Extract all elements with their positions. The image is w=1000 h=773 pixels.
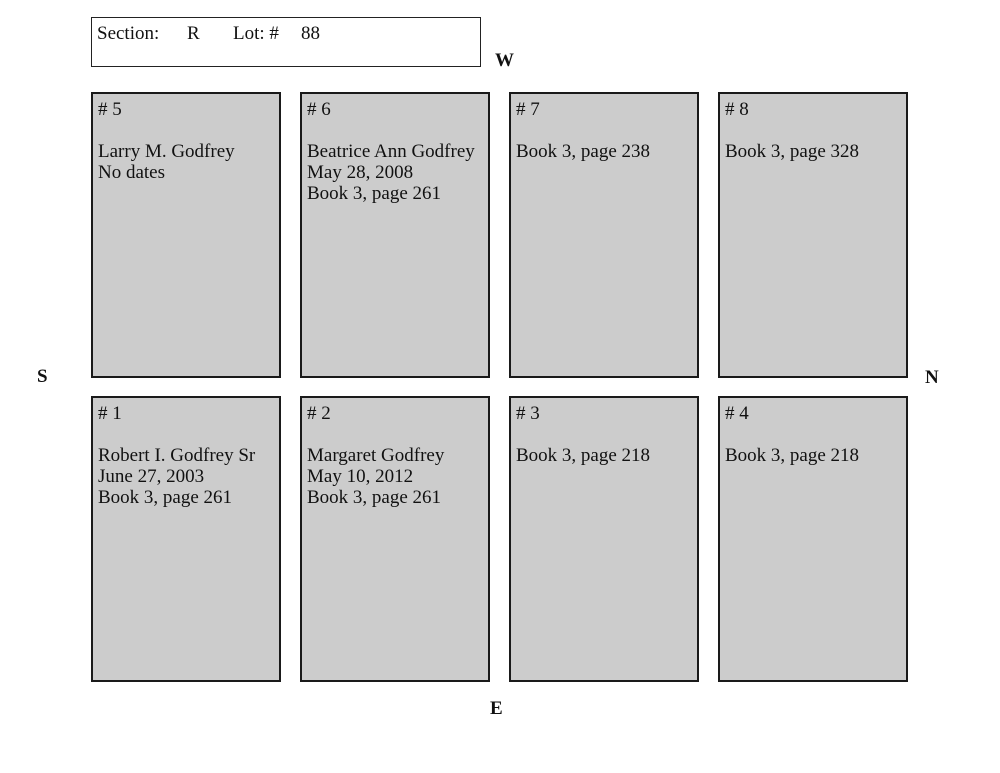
- plot-4: [718, 396, 908, 682]
- plot-date: May 28, 2008: [307, 162, 414, 183]
- plot-details: [98, 141, 277, 183]
- plot-name: Robert I. Godfrey Sr: [98, 445, 256, 466]
- section-label: Section:: [97, 23, 160, 44]
- plot-number: # 8: [725, 99, 749, 120]
- plot-details: [725, 141, 904, 162]
- plot-record: Book 3, page 261: [307, 183, 442, 204]
- plot-date: May 10, 2012: [307, 466, 414, 487]
- plot-name: Beatrice Ann Godfrey: [307, 141, 475, 162]
- plot-details: [307, 445, 486, 508]
- section-value: R: [187, 23, 200, 44]
- plot-record: Book 3, page 261: [307, 487, 442, 508]
- plot-number: # 6: [307, 99, 331, 120]
- plot-number: # 3: [516, 403, 540, 424]
- plot-name: Margaret Godfrey: [307, 445, 445, 466]
- compass-west-label: W: [495, 50, 514, 71]
- plot-details: [98, 445, 277, 508]
- plot-details: [725, 445, 904, 466]
- plot-number: # 4: [725, 403, 749, 424]
- plot-dates: No dates: [98, 162, 166, 183]
- plot-record: Book 3, page 218: [725, 445, 860, 466]
- plot-number: # 2: [307, 403, 331, 424]
- plot-6: [300, 92, 490, 378]
- plot-record: Book 3, page 218: [516, 445, 651, 466]
- compass-east-label: E: [490, 698, 503, 719]
- lot-value: 88: [301, 23, 320, 44]
- plot-details: [516, 141, 695, 162]
- plot-details: [307, 141, 486, 204]
- plot-number: # 5: [98, 99, 122, 120]
- section-lot-header: [91, 17, 481, 67]
- plot-record: Book 3, page 328: [725, 141, 860, 162]
- compass-south-label: S: [37, 366, 48, 387]
- plot-number: # 1: [98, 403, 122, 424]
- plot-2: [300, 396, 490, 682]
- plot-details: [516, 445, 695, 466]
- plot-8: [718, 92, 908, 378]
- plot-number: # 7: [516, 99, 540, 120]
- plot-name: Larry M. Godfrey: [98, 141, 235, 162]
- plot-record: Book 3, page 238: [516, 141, 651, 162]
- plot-1: [91, 396, 281, 682]
- compass-north-label: N: [925, 367, 939, 388]
- plot-7: [509, 92, 699, 378]
- plot-3: [509, 396, 699, 682]
- plot-5: [91, 92, 281, 378]
- plot-record: Book 3, page 261: [98, 487, 233, 508]
- lot-label: Lot: #: [233, 23, 279, 44]
- plot-date: June 27, 2003: [98, 466, 205, 487]
